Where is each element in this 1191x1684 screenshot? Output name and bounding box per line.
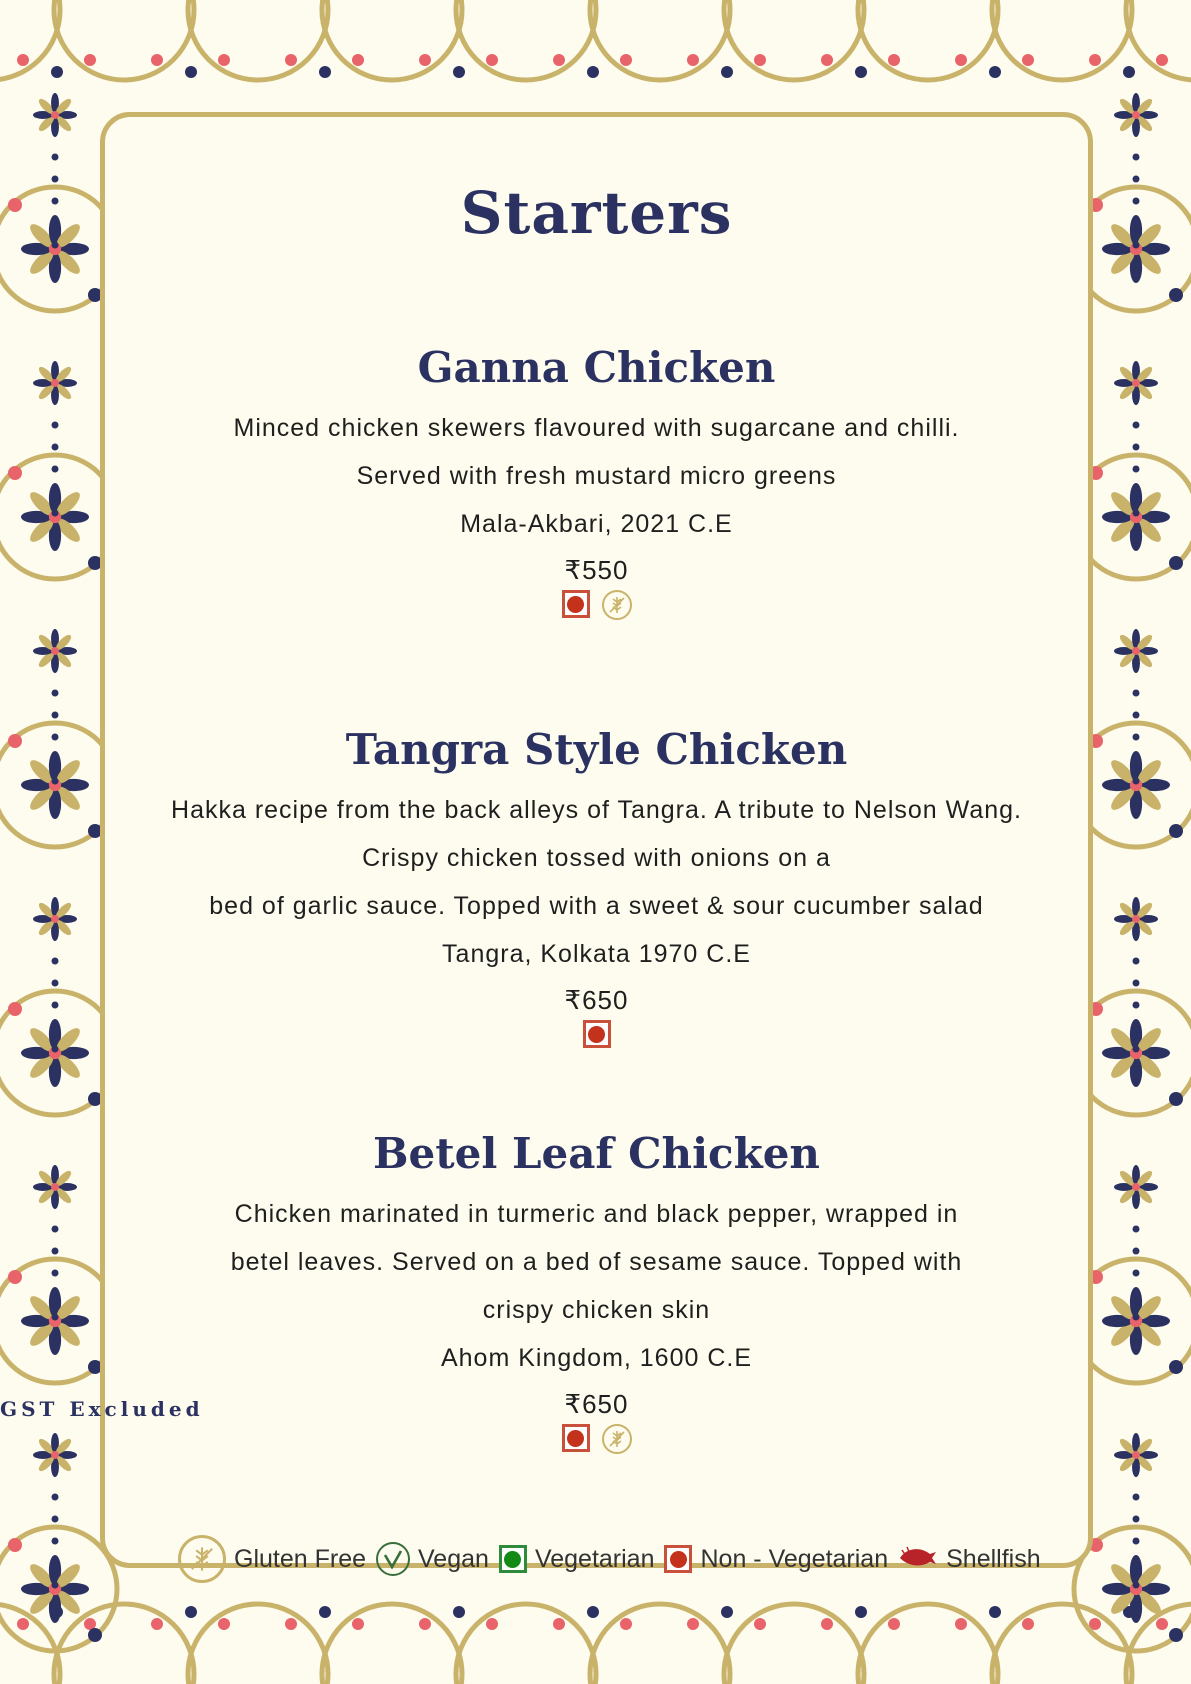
- legend-label: Vegan: [418, 1544, 489, 1573]
- vegetarian-icon: [499, 1545, 527, 1573]
- dish-description-line: betel leaves. Served on a bed of sesame sauce. Topped with: [230, 1248, 963, 1276]
- dish-price: ₹550: [564, 555, 629, 585]
- diet-legend: [178, 1535, 1051, 1583]
- dish-origin: Tangra, Kolkata 1970 C.E: [442, 940, 751, 968]
- dish-description-line: crispy chicken skin: [482, 1296, 711, 1324]
- dish-description-line: Chicken marinated in turmeric and black pepper, wrapped in: [234, 1200, 959, 1228]
- non-veg-icon: [562, 590, 590, 618]
- dish-name: Ganna Chicken: [417, 343, 776, 392]
- dish-description-line: bed of garlic sauce. Topped with a sweet & sour cucumber salad: [209, 892, 984, 920]
- gst-note: GST Excluded: [0, 1397, 204, 1421]
- legend-label: Shellfish: [946, 1544, 1041, 1573]
- dish-diet-icons: [100, 1020, 1093, 1048]
- legend-item: [178, 1535, 366, 1583]
- dish-item: [100, 342, 1093, 620]
- non-veg-icon: [583, 1020, 611, 1048]
- dish-price: ₹650: [564, 985, 629, 1015]
- dish-name: Betel Leaf Chicken: [373, 1129, 820, 1178]
- non-veg-icon: [664, 1545, 692, 1573]
- dish-name: Tangra Style Chicken: [345, 725, 848, 774]
- non-veg-icon: [562, 1424, 590, 1452]
- legend-label: Non - Vegetarian: [700, 1544, 889, 1573]
- dish-diet-icons: [100, 590, 1093, 620]
- menu-content: [100, 112, 1093, 1568]
- legend-item: [376, 1542, 489, 1576]
- dish-item: [100, 724, 1093, 1048]
- dish-diet-icons: [100, 1424, 1093, 1454]
- dish-description-line: Served with fresh mustard micro greens: [356, 462, 837, 490]
- gluten-free-icon: [602, 1424, 632, 1454]
- dish-origin: Mala-Akbari, 2021 C.E: [460, 510, 733, 538]
- legend-label: Gluten Free: [234, 1544, 367, 1573]
- dish-price: ₹650: [564, 1389, 629, 1419]
- dish-description-line: Crispy chicken tossed with onions on a: [362, 844, 831, 872]
- legend-item: [499, 1545, 655, 1574]
- legend-item: [664, 1545, 888, 1574]
- legend-label: Vegetarian: [534, 1544, 655, 1573]
- page-title: Starters: [460, 179, 733, 247]
- dish-description-line: Minced chicken skewers flavoured with sugarcane and chilli.: [233, 414, 960, 442]
- gluten-free-icon: [178, 1535, 226, 1583]
- gluten-free-icon: [602, 590, 632, 620]
- legend-item: [898, 1544, 1041, 1575]
- shellfish-icon: [898, 1544, 938, 1575]
- vegan-icon: [376, 1542, 410, 1576]
- dish-description-line: Hakka recipe from the back alleys of Tangra. A tribute to Nelson Wang.: [171, 796, 1022, 824]
- dish-origin: Ahom Kingdom, 1600 C.E: [440, 1344, 753, 1372]
